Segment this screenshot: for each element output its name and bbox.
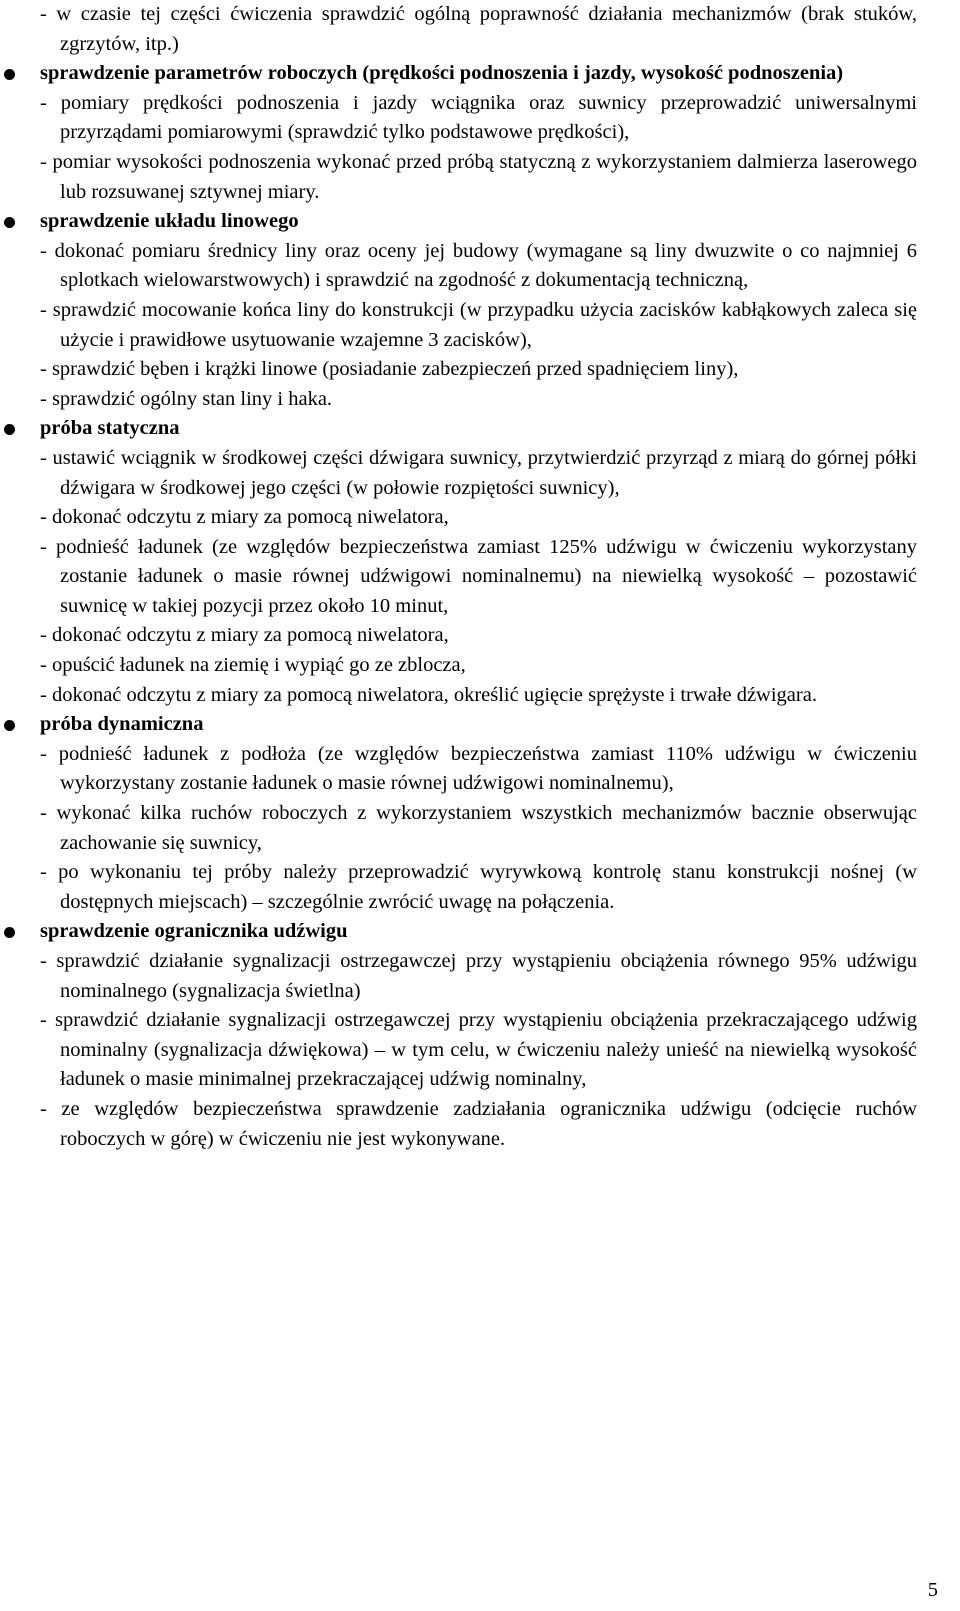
list-item: - sprawdzić ogólny stan liny i haka. [40,387,333,410]
section-heading: sprawdzenie układu linowego [40,210,299,233]
page-number: 5 [927,1579,938,1601]
list-item: - podnieść ładunek z podłoża (ze względów bezpieczeństwa zamiast 110% udźwigu w ćwiczeniu wykorzystany zostanie ładunek o masie równej udźwigowi nominalnemu), [40,742,917,795]
list-item: - dokonać odczytu z miary za pomocą niwelatora, określić ugięcie sprężyste i trwałe dźwigara. [40,683,817,706]
list-item: - opuścić ładunek na ziemię i wypiąć go ze zblocza, [40,654,466,677]
section-heading: sprawdzenie parametrów roboczych (prędkości podnoszenia i jazdy, wysokość podnoszenia) [40,62,844,85]
bullet-icon [4,69,15,80]
bullet-icon [4,217,15,228]
list-item: - pomiary prędkości podnoszenia i jazdy wciągnika oraz suwnicy przeprowadzić uniwersalnymi przyrządami pomiarowymi (sprawdzić tylko podstawowe prędkości), [40,91,917,144]
section-static-test [0,414,960,710]
list-item: - dokonać odczytu z miary za pomocą niwelatora, [40,624,449,647]
list-item: - sprawdzić działanie sygnalizacji ostrzegawczej przy wystąpieniu obciążenia równego 95% udźwigu nominalnego (sygnalizacja świetlna) [40,950,917,1002]
list-item: - pomiar wysokości podnoszenia wykonać przed próbą statyczną z wykorzystaniem dalmierza laserowego lub rozsuwanej sztywnej miary. [40,150,917,203]
section-heading: sprawdzenie ogranicznika udźwigu [40,920,348,943]
section-heading: próba statyczna [40,417,180,440]
list-item: - w czasie tej części ćwiczenia sprawdzić ogólną poprawność działania mechanizmów (brak stuków, zgrzytów, itp.) [40,3,917,55]
list-item: - wykonać kilka ruchów roboczych z wykorzystaniem wszystkich mechanizmów bacznie obserwując zachowanie się suwnicy, [40,802,917,854]
list-item: - podnieść ładunek (ze względów bezpieczeństwa zamiast 125% udźwigu w ćwiczeniu wykorzystany zostanie ładunek o masie równej udźwigowi nominalnemu) na niewielką wysokość – pozostawić suwnicę w takiej pozycji przez około 10 minut, [40,535,917,617]
section-dynamic-test [0,710,960,917]
section-parameters [0,59,960,207]
list-item: - sprawdzić działanie sygnalizacji ostrzegawczej przy wystąpieniu obciążenia przekraczającego udźwig nominalny (sygnalizacja dźwiękowa) – w tym celu, w ćwiczeniu należy unieść na niewielką wysokość ładunek o masie minimalnej przekraczającej udźwig nominalny, [40,1009,917,1091]
list-item: - ustawić wciągnik w środkowej części dźwigara suwnicy, przytwierdzić przyrząd z miarą do górnej półki dźwigara w środkowej jego części (w połowie rozpiętości suwnicy), [40,446,917,499]
section-load-limiter [0,917,960,1154]
list-item: - dokonać odczytu z miary za pomocą niwelatora, [40,506,449,529]
list-item: - sprawdzić mocowanie końca liny do konstrukcji (w przypadku użycia zacisków kabłąkowych zaleca się użycie i prawidłowe usytuowanie wzajemne 3 zacisków), [40,298,917,351]
list-item: - po wykonaniu tej próby należy przeprowadzić wyrywkową kontrolę stanu konstrukcji nośnej (w dostępnych miejscach) – szczególnie zwrócić uwagę na połączenia. [40,861,917,913]
list-item: - ze względów bezpieczeństwa sprawdzenie zadziałania ogranicznika udźwigu (odcięcie ruchów roboczych w górę) w ćwiczeniu nie jest wykonywane. [40,1097,917,1150]
section-heading: próba dynamiczna [40,713,204,736]
bullet-icon [4,720,15,731]
bullet-icon [4,424,15,435]
section-rope-system [0,207,960,414]
intro-section [0,0,960,59]
bullet-icon [4,927,15,938]
list-item: - dokonać pomiaru średnicy liny oraz oceny jej budowy (wymagane są liny dwuzwite o co najmniej 6 splotkach wielowarstwowych) i sprawdzić na zgodność z dokumentacją techniczną, [40,239,917,292]
list-item: - sprawdzić bęben i krążki linowe (posiadanie zabezpieczeń przed spadnięciem liny), [40,358,739,381]
